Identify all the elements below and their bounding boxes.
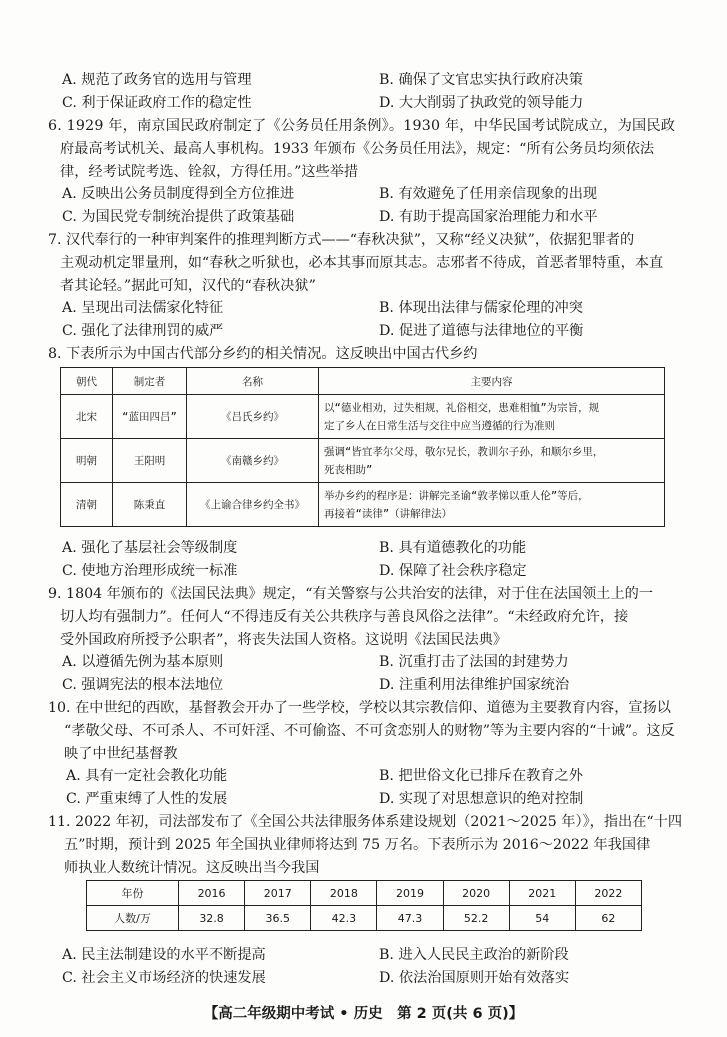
header-cell-dynasty: 朝代 <box>61 368 113 395</box>
option-b: B. 具有道德教化的功能 <box>379 540 527 556</box>
question-stem-line: 7. 汉代奉行的一种审判案件的推理判断方式——“春秋决狱”，又称“经义决狱”，依据犯罪者的 <box>48 232 635 248</box>
row-label-year: 年份 <box>87 881 179 906</box>
table-row-counts <box>87 906 642 931</box>
cell-author: 陈秉直 <box>113 483 187 527</box>
cell-dynasty: 北宋 <box>61 395 113 439</box>
cell-year: 2020 <box>443 881 509 906</box>
question-stem: 8. 下表所示为中国古代部分乡约的相关情况。这反映出中国古代乡约 <box>48 346 478 362</box>
option-d: D. 促进了道德与法律地位的平衡 <box>379 323 584 339</box>
cell-year: 2021 <box>509 881 575 906</box>
question-stem-line: 府最高考试机关、最高人事机构。1933 年颁布《公务员任用法》，规定：“所有公务员均须依法 <box>60 141 655 157</box>
option-d: D. 保障了社会秩序稳定 <box>379 563 527 579</box>
cell-author: 王阳明 <box>113 439 187 483</box>
table-row <box>61 439 665 483</box>
option-d: D. 依法治国原则开始有效落实 <box>379 970 570 986</box>
option-d: D. 大大削弱了执政党的领导能力 <box>379 95 584 111</box>
question-stem-line: 师执业人数统计情况。这反映出当今我国 <box>64 860 320 876</box>
question-stem-line: 者其论轻。”据此可知，汉代的“春秋决狱” <box>60 278 316 294</box>
question-stem-line: 切人均有强制力”。任何人“不得违反有关公共秩序与善良风俗之法律”。“未经政府允许，接 <box>60 609 629 625</box>
option-a: A. 民主法制建设的水平不断提高 <box>62 947 266 963</box>
cell-year: 2017 <box>245 881 311 906</box>
option-d: D. 实现了对思想意识的绝对控制 <box>379 791 584 807</box>
cell-dynasty: 清朝 <box>61 483 113 527</box>
option-c: C. 强化了法律刑罚的威严 <box>62 323 224 339</box>
cell-name: 《上谕合律乡约全书》 <box>187 483 319 527</box>
option-a: A. 规范了政务官的选用与管理 <box>62 72 252 88</box>
option-d: D. 注重利用法律维护国家统治 <box>379 677 570 693</box>
cell-content-line: 举办乡约的程序是：讲解完圣谕“敦孝悌以重人伦”等后， <box>324 489 589 502</box>
option-b: B. 确保了文官忠实执行政府决策 <box>379 72 583 88</box>
table-row <box>61 483 665 527</box>
cell-dynasty: 明朝 <box>61 439 113 483</box>
header-cell-name: 名称 <box>187 368 319 395</box>
cell-content-line: 死丧相助” <box>324 463 373 476</box>
question-stem-line: 11. 2022 年初，司法部发布了《全国公共法律服务体系建设规划（2021～2025 年）》，指出在“十四 <box>48 814 683 830</box>
cell-count: 32.8 <box>179 906 245 931</box>
option-c: C. 严重束缚了人性的发展 <box>66 791 228 807</box>
rural-covenant-table <box>60 367 665 527</box>
cell-year: 2016 <box>179 881 245 906</box>
table-row-years <box>87 881 642 906</box>
option-c: C. 社会主义市场经济的快速发展 <box>62 970 266 986</box>
option-a: A. 反映出公务员制度得到全方位推进 <box>62 186 295 202</box>
cell-count: 47.3 <box>377 906 443 931</box>
cell-content-line: 强调“皆宜孝尔父母，敬尔兄长，教训尔子孙，和顺尔乡里， <box>324 445 604 458</box>
header-cell-author: 制定者 <box>113 368 187 395</box>
option-c: C. 为国民党专制统治提供了政策基础 <box>62 209 295 225</box>
option-b: B. 体现出法律与儒家伦理的冲突 <box>379 300 583 316</box>
question-stem-line: 10. 在中世纪的西欧，基督教会开办了一些学校，学校以其宗教信仰、道德为主要教育内容，宣扬以 <box>48 700 671 716</box>
option-a: A. 强化了基层社会等级制度 <box>62 540 238 556</box>
option-b: B. 有效避免了任用亲信现象的出现 <box>379 186 598 202</box>
cell-content-line: 以“德业相劝，过失相规，礼俗相交，患难相恤”为宗旨，规 <box>324 401 600 414</box>
cell-name: 《吕氏乡约》 <box>187 395 319 439</box>
option-c: C. 利于保证政府工作的稳定性 <box>62 95 252 111</box>
cell-name: 《南赣乡约》 <box>187 439 319 483</box>
option-c: C. 使地方治理形成统一标准 <box>62 563 238 579</box>
row-label-count: 人数/万 <box>87 906 179 931</box>
cell-year: 2022 <box>575 881 641 906</box>
option-b: B. 进入人民民主政治的新阶段 <box>379 947 569 963</box>
question-stem-line: 主观动机定罪量刑，如“春秋之听狱也，必本其事而原其志。志邪者不待成，首恶者罪特重，本直 <box>60 255 664 271</box>
question-stem-line: 律，经考试院考选、铨叙，方得任用。”这些举措 <box>60 164 359 180</box>
option-b: B. 沉重打击了法国的封建势力 <box>379 654 569 670</box>
cell-count: 42.3 <box>311 906 377 931</box>
question-stem-line: 6. 1929 年，南京国民政府制定了《公务员任用条例》。1930 年，中华民国考试院成立，为国民政 <box>48 118 676 134</box>
cell-content-line: 再接着“读律”（讲解律法） <box>324 507 453 520</box>
page-footer: 【高二年级期中考试 • 历史 第 2 页(共 6 页)】 <box>203 1006 524 1022</box>
cell-count: 62 <box>575 906 641 931</box>
table-header-row <box>61 368 665 395</box>
cell-content-line: 定了乡人在日常生活与交往中应当遵循的行为准则 <box>324 419 555 432</box>
cell-content <box>319 483 665 527</box>
question-stem-line: 受外国政府所授予公职者”，将丧失法国人资格。这说明《法国民法典》 <box>60 632 508 648</box>
cell-author: “蓝田四吕” <box>113 395 187 439</box>
option-c: C. 强调宪法的根本法地位 <box>62 677 224 693</box>
option-a: A. 具有一定社会教化功能 <box>66 768 228 784</box>
question-stem-line: 五”时期，预计到 2025 年全国执业律师将达到 75 万名。下表所示为 2016～2022 年我国律 <box>64 837 651 853</box>
option-b: B. 把世俗文化已排斥在教育之外 <box>379 768 583 784</box>
question-stem-line: 9. 1804 年颁布的《法国民法典》规定，“有关警察与公共治安的法律，对于住在法国领土上的一 <box>48 586 654 602</box>
header-cell-content: 主要内容 <box>319 368 665 395</box>
option-a: A. 呈现出司法儒家化特征 <box>62 300 224 316</box>
cell-year: 2019 <box>377 881 443 906</box>
cell-content <box>319 439 665 483</box>
cell-content <box>319 395 665 439</box>
lawyer-count-table <box>86 880 642 931</box>
table-row <box>61 395 665 439</box>
cell-count: 52.2 <box>443 906 509 931</box>
option-a: A. 以遵循先例为基本原则 <box>62 654 224 670</box>
option-d: D. 有助于提高国家治理能力和水平 <box>379 209 598 225</box>
cell-year: 2018 <box>311 881 377 906</box>
question-stem-line: 映了中世纪基督教 <box>64 746 178 762</box>
question-stem-line: “孝敬父母、不可杀人、不可奸淫、不可偷盗、不可贪恋别人的财物”等为主要内容的“十诫”。这反 <box>64 723 675 739</box>
cell-count: 54 <box>509 906 575 931</box>
cell-count: 36.5 <box>245 906 311 931</box>
